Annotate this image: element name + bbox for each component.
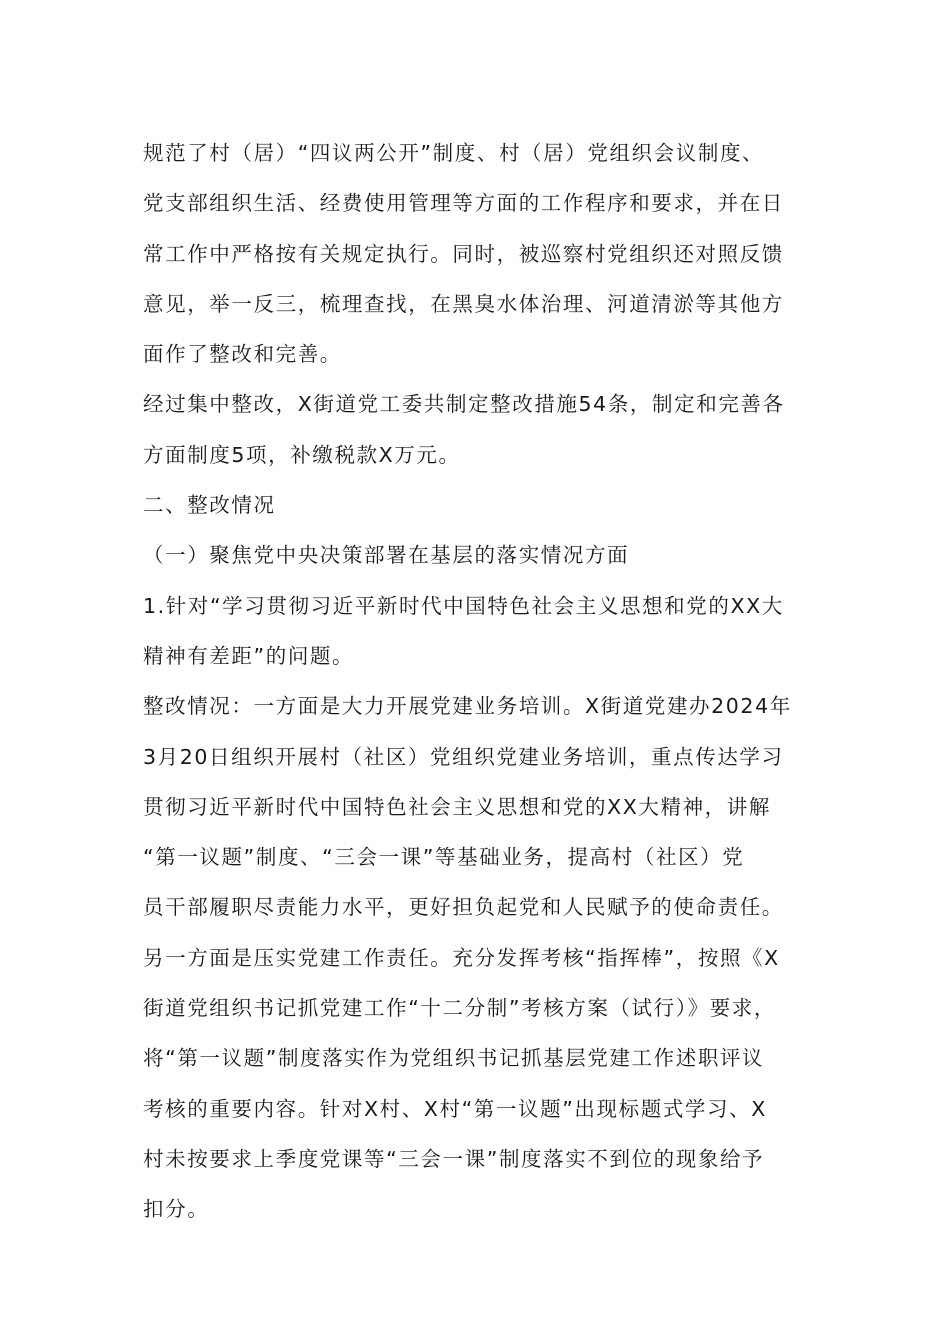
body-line: 常工作中严格按有关规定执行。同时，被巡察村党组织还对照反馈 <box>143 241 784 266</box>
section-heading: 二、整改情况 <box>143 493 276 518</box>
body-line: 面作了整改和完善。 <box>143 342 342 367</box>
body-line: 方面制度5项，补缴税款X万元。 <box>143 442 461 467</box>
body-line: 1.针对“学习贯彻习近平新时代中国特色社会主义思想和党的XX大 <box>143 593 784 618</box>
body-line: 另一方面是压实党建工作责任。充分发挥考核“指挥棒”，按照《X <box>143 945 780 970</box>
body-line: 规范了村（居）“四议两公开”制度、村（居）党组织会议制度、 <box>143 141 765 165</box>
body-line: 贯彻习近平新时代中国特色社会主义思想和党的XX大精神，讲解 <box>143 794 771 819</box>
body-line: 街道党组织书记抓党建工作“十二分制”考核方案（试行）》要求， <box>143 996 776 1021</box>
body-line: 3月20日组织开展村（社区）党组织党建业务培训，重点传达学习 <box>143 744 784 769</box>
subsection-heading: （一）聚焦党中央决策部署在基层的落实情况方面 <box>143 543 630 568</box>
body-line: 村未按要求上季度党课等“三会一课”制度落实不到位的现象给予 <box>143 1146 765 1171</box>
body-line: 将“第一议题”制度落实作为党组织书记抓基层党建工作述职评议 <box>143 1046 765 1071</box>
body-line: 考核的重要内容。针对X村、X村“第一议题”出现标题式学习、X <box>143 1096 767 1121</box>
document-body <box>143 128 823 1235</box>
body-line: 员干部履职尽责能力水平，更好担负起党和人民赋予的使命责任。 <box>143 895 784 920</box>
body-line: 整改情况：一方面是大力开展党建业务培训。X街道党建办2024年 <box>143 694 792 719</box>
body-line: “第一议题”制度、“三会一课”等基础业务，提高村（社区）党 <box>143 845 745 870</box>
body-line: 意见，举一反三，梳理查找，在黑臭水体治理、河道清淤等其他方 <box>143 291 784 316</box>
body-line: 扣分。 <box>143 1197 210 1222</box>
body-line: 经过集中整改，X街道党工委共制定整改措施54条，制定和完善各 <box>143 392 785 417</box>
body-line: 党支部组织生活、经费使用管理等方面的工作程序和要求，并在日 <box>143 191 784 216</box>
body-line: 精神有差距”的问题。 <box>143 643 355 668</box>
